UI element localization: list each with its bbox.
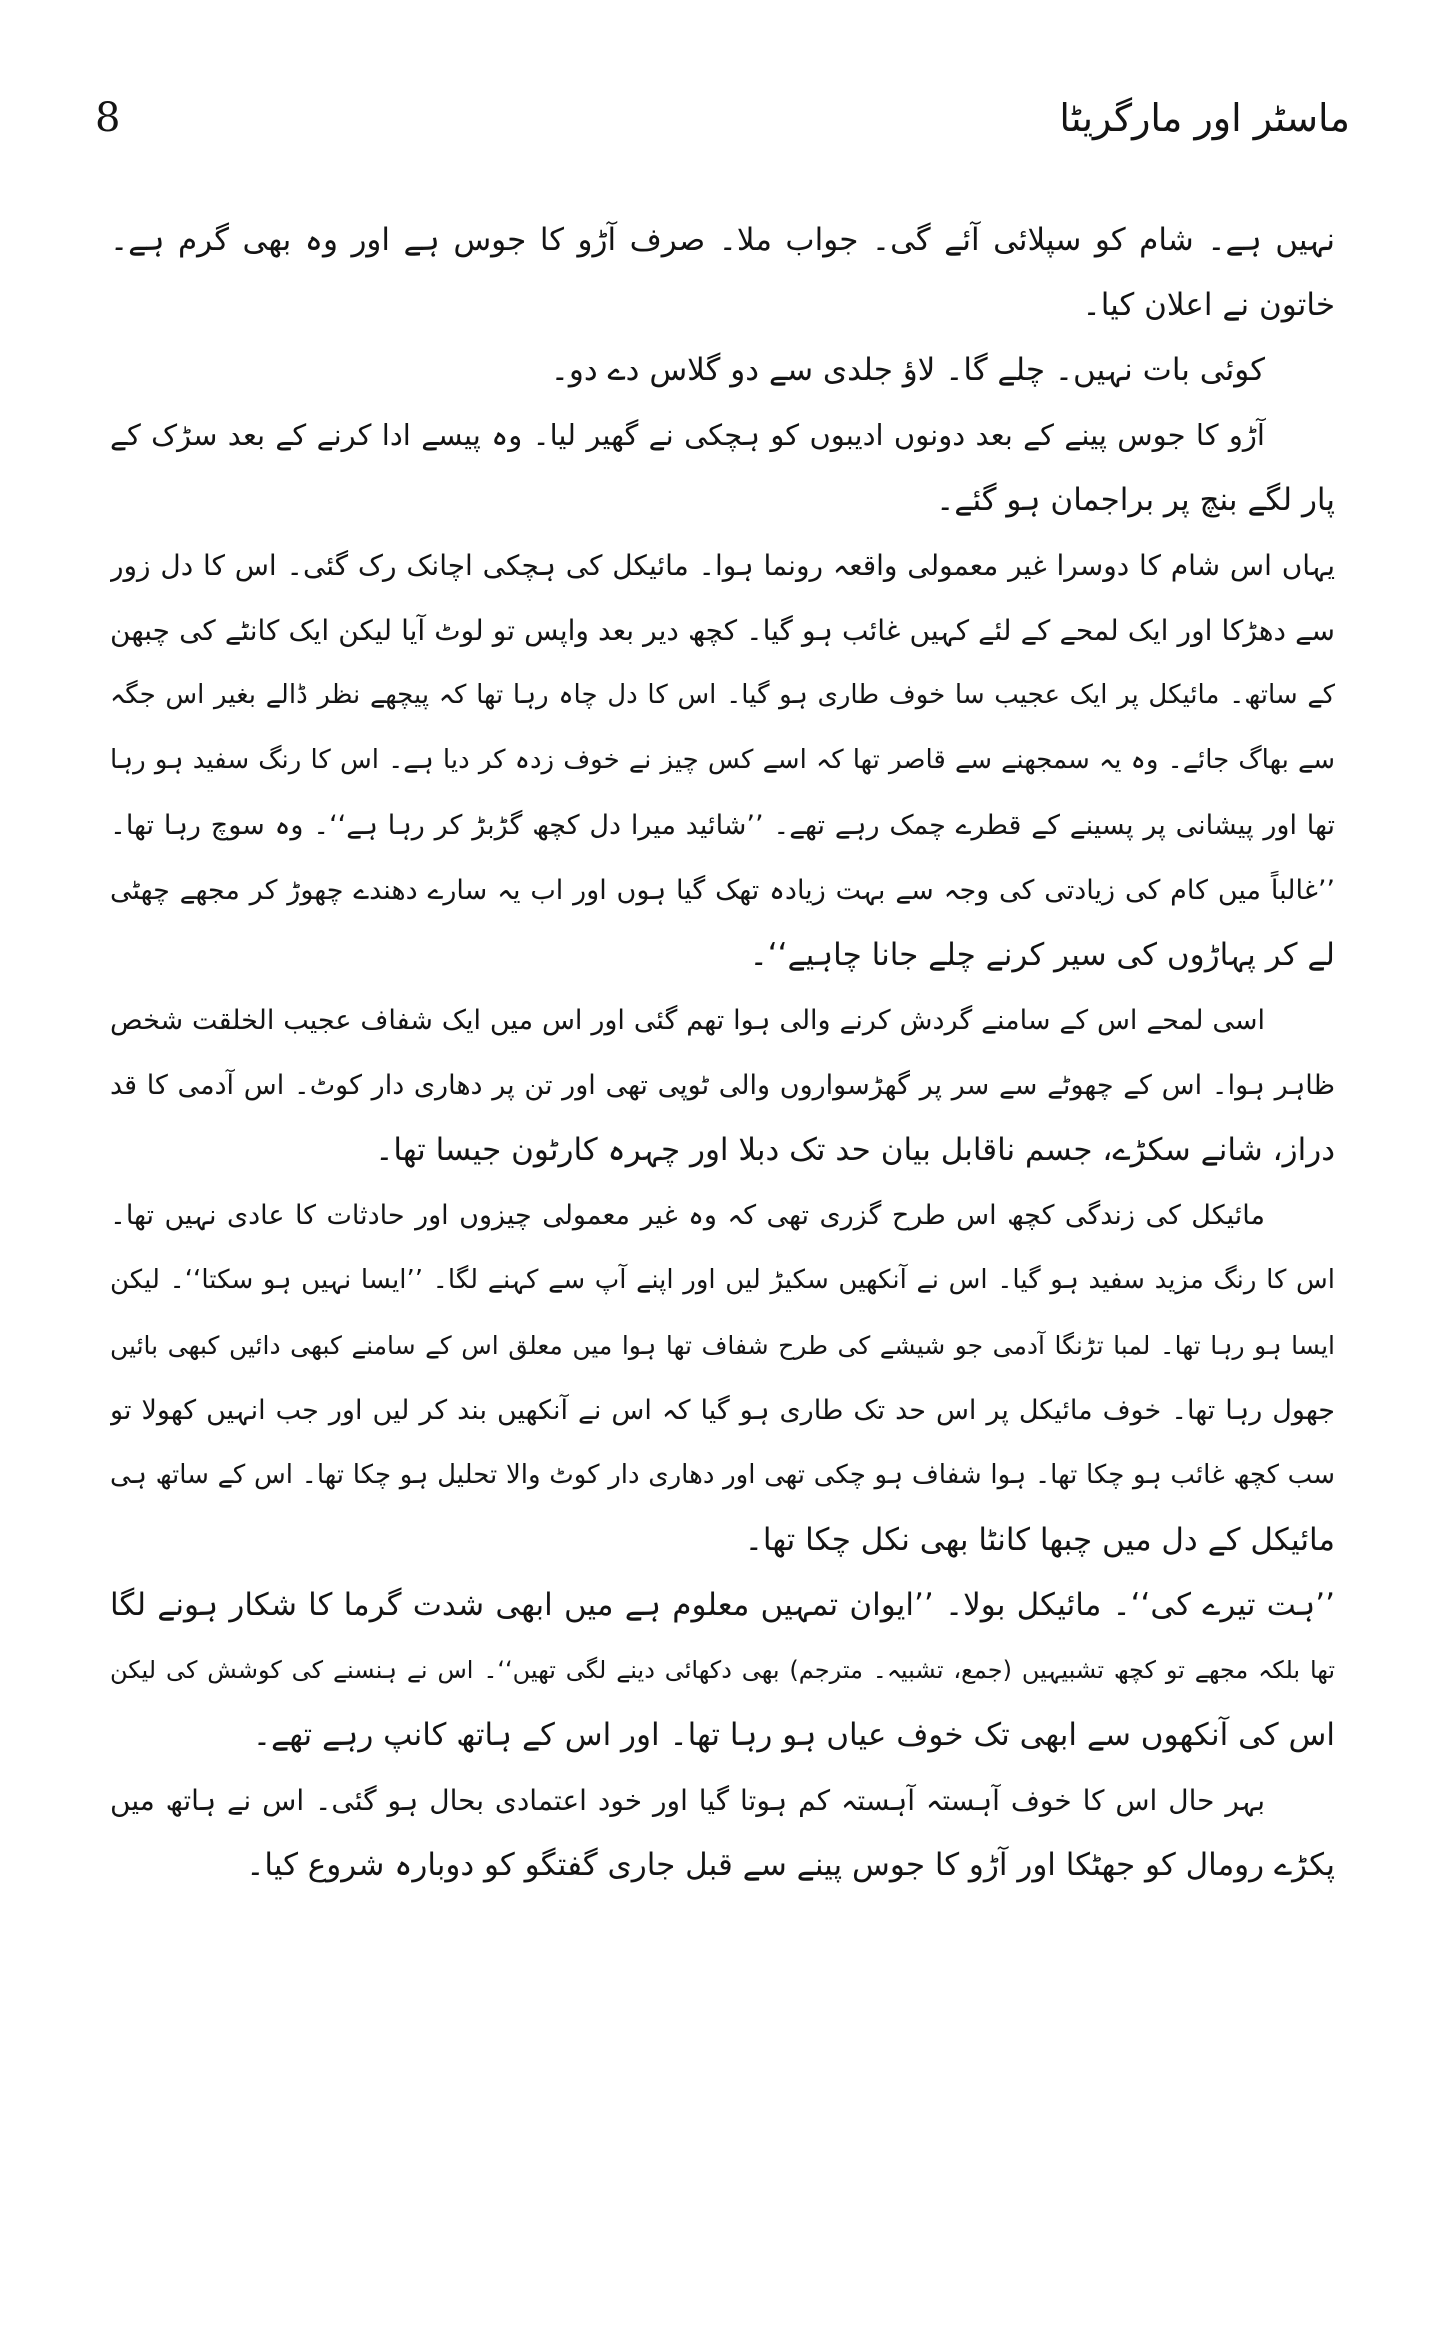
- text-line: نہیں ہے۔ شام کو سپلائی آئے گی۔ جواب ملا۔ صرف آڑو کا جوس ہے اور وہ بھی گرم ہے۔: [110, 222, 1335, 258]
- text-line: سب کچھ غائب ہو چکا تھا۔ ہوا شفاف ہو چکی تھی اور دھاری دار کوٹ والا تحلیل ہو چکا تھا۔ اس کے ساتھ ہی: [110, 1460, 1335, 1490]
- text-line: کے ساتھ۔ مائیکل پر ایک عجیب سا خوف طاری ہو گیا۔ اس کا دل چاہ رہا تھا کہ پیچھے نظر ڈالے بغیر اس جگہ: [110, 680, 1335, 710]
- text-line: خاتون نے اعلان کیا۔: [1082, 287, 1335, 323]
- text-line: کوئی بات نہیں۔ چلے گا۔ لاؤ جلدی سے دو گلاس دے دو۔: [550, 352, 1265, 388]
- text-line: یہاں اس شام کا دوسرا غیر معمولی واقعہ رونما ہوا۔ مائیکل کی ہچکی اچانک رک گئی۔ اس کا دل زور: [110, 549, 1335, 582]
- text-line: سے بھاگ جائے۔ وہ یہ سمجھنے سے قاصر تھا کہ اسے کس چیز نے خوف زدہ کر دیا ہے۔ اس کا رنگ سفید ہو رہا: [110, 745, 1335, 775]
- text-line: تھا بلکہ مجھے تو کچھ تشبیہیں (جمع، تشبیہ۔ مترجم) بھی دکھائی دینے لگی تھیں‘‘۔ اس نے ہنسنے کی کوشش کی لیکن: [110, 1656, 1335, 1684]
- text-line: ظاہر ہوا۔ اس کے چھوٹے سے سر پر گھڑسواروں والی ٹوپی تھی اور تن پر دھاری دار کوٹ۔ اس آدمی کا قد: [110, 1070, 1335, 1101]
- running-header: [95, 90, 1350, 160]
- text-line: ’’غالباً میں کام کی زیادتی کی وجہ سے بہت زیادہ تھک گیا ہوں اور اب یہ سارے دھندے چھوڑ کر مجھے چھٹی: [110, 875, 1335, 906]
- text-line: تھا اور پیشانی پر پسینے کے قطرے چمک رہے تھے۔ ’’شائید میرا دل کچھ گڑبڑ کر رہا ہے‘‘۔ وہ سوچ رہا تھا۔: [110, 810, 1335, 841]
- text-line: ’’ہت تیرے کی‘‘۔ مائیکل بولا۔ ’’ایوان تمہیں معلوم ہے میں ابھی شدت گرما کا شکار ہونے لگا: [110, 1587, 1335, 1623]
- text-line: اس کی آنکھوں سے ابھی تک خوف عیاں ہو رہا تھا۔ اور اس کے ہاتھ کانپ رہے تھے۔: [252, 1717, 1335, 1753]
- text-line: آڑو کا جوس پینے کے بعد دونوں ادیبوں کو ہچکی نے گھیر لیا۔ وہ پیسے ادا کرنے کے بعد سڑک کے: [110, 418, 1265, 452]
- text-line: اسی لمحے اس کے سامنے گردش کرنے والی ہوا تھم گئی اور اس میں ایک شفاف عجیب الخلقت شخص: [110, 1005, 1265, 1036]
- text-line: سے دھڑکا اور ایک لمحے کے لئے کہیں غائب ہو گیا۔ کچھ دیر بعد واپس تو لوٹ آیا لیکن ایک کانٹے کی چبھن: [110, 614, 1335, 647]
- text-line: پار لگے بنچ پر براجمان ہو گئے۔: [936, 482, 1335, 518]
- text-line: لے کر پہاڑوں کی سیر کرنے چلے جانا چاہیے‘‘۔: [749, 937, 1335, 973]
- text-line: مائیکل کے دل میں چبھا کانٹا بھی نکل چکا تھا۔: [744, 1522, 1335, 1558]
- text-line: جھول رہا تھا۔ خوف مائیکل پر اس حد تک طاری ہو گیا کہ اس نے آنکھیں بند کر لیں اور جب انہیں کھولا تو: [110, 1395, 1335, 1426]
- page-number: 8: [95, 95, 121, 141]
- text-line: اس کا رنگ مزید سفید ہو گیا۔ اس نے آنکھیں سکیڑ لیں اور اپنے آپ سے کہنے لگا۔ ’’ایسا نہیں ہو سکتا‘‘۔ لیکن: [110, 1265, 1335, 1295]
- text-line: دراز، شانے سکڑے، جسم ناقابل بیان حد تک دبلا اور چہرہ کارٹون جیسا تھا۔: [375, 1132, 1335, 1168]
- running-head-title: ماسٹر اور مارگریٹا: [1059, 96, 1350, 140]
- body-text: [110, 208, 1335, 1898]
- text-line: پکڑے رومال کو جھٹکا اور آڑو کا جوس پینے سے قبل جاری گفتگو کو دوبارہ شروع کیا۔: [246, 1847, 1335, 1883]
- text-line: ایسا ہو رہا تھا۔ لمبا تڑنگا آدمی جو شیشے کی طرح شفاف تھا ہوا میں معلق اس کے سامنے کبھی دائیں کبھی بائیں: [110, 1331, 1335, 1360]
- text-line: بہر حال اس کا خوف آہستہ آہستہ کم ہوتا گیا اور خود اعتمادی بحال ہو گئی۔ اس نے ہاتھ میں: [110, 1784, 1265, 1817]
- text-line: مائیکل کی زندگی کچھ اس طرح گزری تھی کہ وہ غیر معمولی چیزوں اور حادثات کا عادی نہیں تھا۔: [110, 1200, 1265, 1231]
